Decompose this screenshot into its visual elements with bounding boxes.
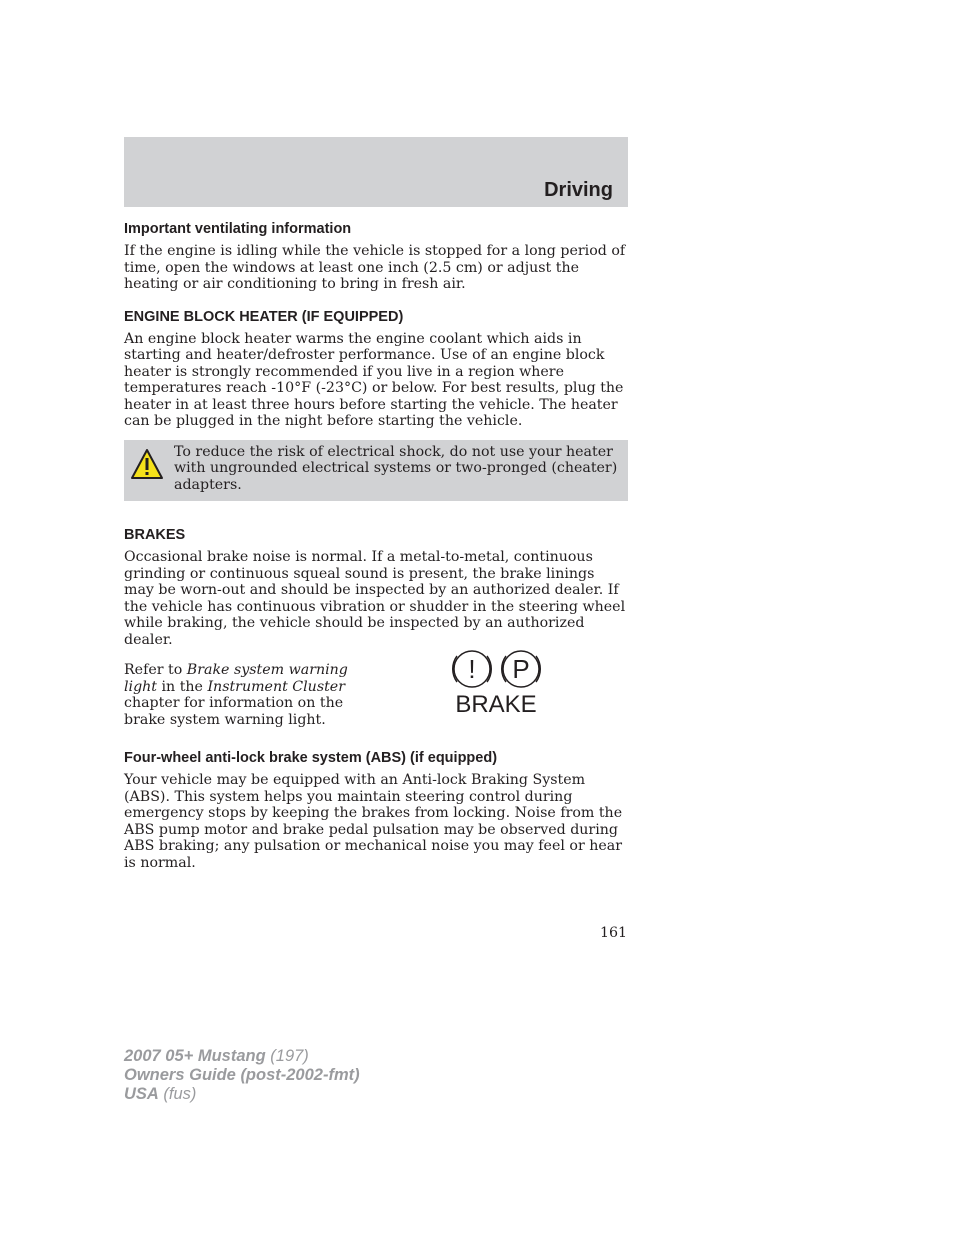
heading-ventilating: Important ventilating information: [124, 221, 352, 237]
refer-prefix: Refer to: [124, 662, 187, 678]
refer-paragraph: [124, 662, 384, 728]
warning-triangle-icon: [130, 448, 164, 482]
heading-block-heater: ENGINE BLOCK HEATER (IF EQUIPPED): [124, 308, 404, 325]
warning-box: [124, 440, 628, 502]
section-title: Driving: [544, 179, 613, 201]
paragraph-abs: Your vehicle may be equipped with an Anti-lock Braking System (ABS). This system helps you maintain steering control during emergency stops by keeping the brakes from locking. Noise from the ABS pump motor and brake pedal pulsation may be observed during ABS braking; any pulsation or mechanical noise you may feel or hear is normal.: [124, 772, 623, 871]
paragraph-block-heater: An engine block heater warms the engine coolant which aids in starting and heater/defroster performance. Use of an engine block heater is strongly recommended if you live in a region where temperatures reach -10°F (-23°C) or below. For best results, plug the heater in at least three hours before starting the vehicle. The heater can be plugged in the night before starting the vehicle.: [124, 330, 624, 429]
footer-region-code: (fus): [158, 1085, 197, 1103]
brake-icon-label: BRAKE: [455, 691, 537, 718]
refer-suffix: chapter for information on the brake system warning light.: [124, 695, 344, 728]
refer-italic-cluster: Instrument Cluster: [207, 678, 345, 695]
footer-line-1: [124, 1047, 360, 1066]
brake-icon-p: P: [512, 654, 530, 684]
document-footer: [124, 1047, 360, 1104]
refer-italic-brake-light: Brake system warning light: [124, 662, 348, 695]
footer-guide: Owners Guide (post-2002-fmt): [124, 1066, 360, 1084]
page-content: [124, 219, 628, 871]
footer-region: USA: [124, 1085, 159, 1103]
warning-text: To reduce the risk of electrical shock, do not use your heater with ungrounded electrical systems or two-pronged (cheater) adapters.: [174, 443, 618, 493]
refer-middle: in the: [157, 678, 208, 695]
refer-row: [124, 654, 628, 728]
heading-abs: Four-wheel anti-lock brake system (ABS) (if equipped): [124, 750, 498, 766]
paragraph-brakes: Occasional brake noise is normal. If a metal-to-metal, continuous grinding or continuous squeal sound is present, the brake linings may be worn-out and should be inspected by an authorized dealer. If the vehicle has continuous vibration or shudder in the steering wheel while braking, the vehicle should be inspected by an authorized dealer.: [124, 549, 626, 648]
section-header-band: [124, 137, 628, 207]
footer-model: 2007 05+ Mustang: [124, 1047, 266, 1065]
page-number: 161: [600, 925, 628, 941]
brake-icon-exclaim: !: [468, 654, 476, 684]
paragraph-ventilating: If the engine is idling while the vehicle is stopped for a long period of time, open the windows at least one inch (2.5 cm) or adjust the heating or air conditioning to bring in fresh air.: [124, 243, 626, 292]
footer-line-2: [124, 1066, 360, 1085]
footer-line-3: [124, 1085, 360, 1104]
heading-brakes: BRAKES: [124, 527, 186, 543]
footer-model-code: (197): [265, 1047, 309, 1065]
brake-warning-icon: [444, 648, 564, 718]
